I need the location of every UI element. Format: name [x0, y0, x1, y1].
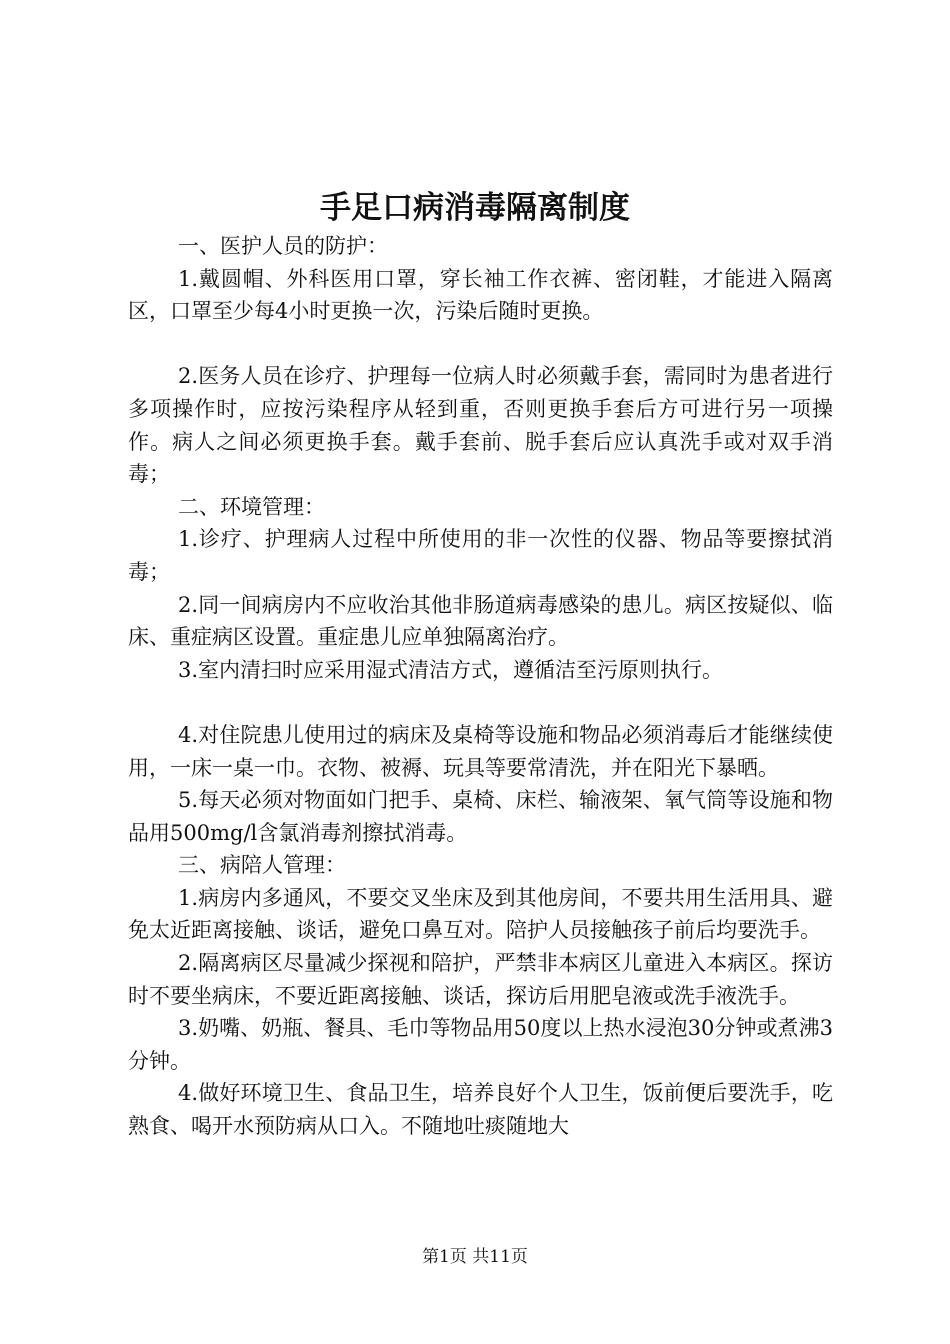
document-title: 手足口病消毒隔离制度	[320, 190, 630, 226]
page-footer: 第1页 共11页	[422, 1247, 528, 1267]
paragraph: 1.诊疗、护理病人过程中所使用的非一次性的仪器、物品等要擦拭消毒；	[128, 527, 833, 584]
paragraph: 1.戴圆帽、外科医用口罩，穿长袖工作衣裤、密闭鞋，才能进入隔离区，口罩至少每4小时更换一次，污染后随时更换。	[128, 266, 833, 324]
paragraph: 3.奶嘴、奶瓶、餐具、毛巾等物品用50度以上热水浸泡30分钟或煮沸3分钟。	[128, 1016, 833, 1073]
section-heading: 二、环境管理：	[178, 494, 325, 519]
paragraph: 3.室内清扫时应采用湿式清洁方式，遵循洁至污原则执行。	[178, 657, 724, 682]
section-heading: 一、医护人员的防护：	[178, 234, 388, 258]
section-heading: 三、病陪人管理：	[178, 853, 346, 878]
document-body	[128, 230, 833, 1143]
paragraph: 2.隔离病区尽量减少探视和陪护，严禁非本病区儿童进入本病区。探访时不要坐病床，不要近距离接触、谈话，探访后用肥皂液或洗手液洗手。	[128, 951, 833, 1008]
paragraph: 4.做好环境卫生、食品卫生，培养良好个人卫生，饭前便后要洗手，吃熟食、喝开水预防病从口入。不随地吐痰随地大	[128, 1081, 833, 1139]
paragraph: 1.病房内多通风，不要交叉坐床及到其他房间，不要共用生活用具、避免太近距离接触、谈话，避免口鼻互对。陪护人员接触孩子前后均要洗手。	[128, 885, 833, 943]
paragraph: 2.同一间病房内不应收治其他非肠道病毒感染的患儿。病区按疑似、临床、重症病区设置。重症患儿应单独隔离治疗。	[128, 592, 833, 650]
paragraph: 5.每天必须对物面如门把手、桌椅、床栏、输液架、氧气筒等设施和物品用500mg/l含氯消毒剂擦拭消毒。	[128, 788, 833, 845]
paragraph: 2.医务人员在诊疗、护理每一位病人时必须戴手套，需同时为患者进行多项操作时，应按污染程序从轻到重，否则更换手套后方可进行另一项操作。病人之间必须更换手套。戴手套前、脱手套后应认真洗手或对双手消毒；	[128, 364, 833, 487]
paragraph: 4.对住院患儿使用过的病床及桌椅等设施和物品必须消毒后才能继续使用，一床一桌一巾。衣物、被褥、玩具等要常清洗，并在阳光下暴晒。	[128, 722, 833, 780]
